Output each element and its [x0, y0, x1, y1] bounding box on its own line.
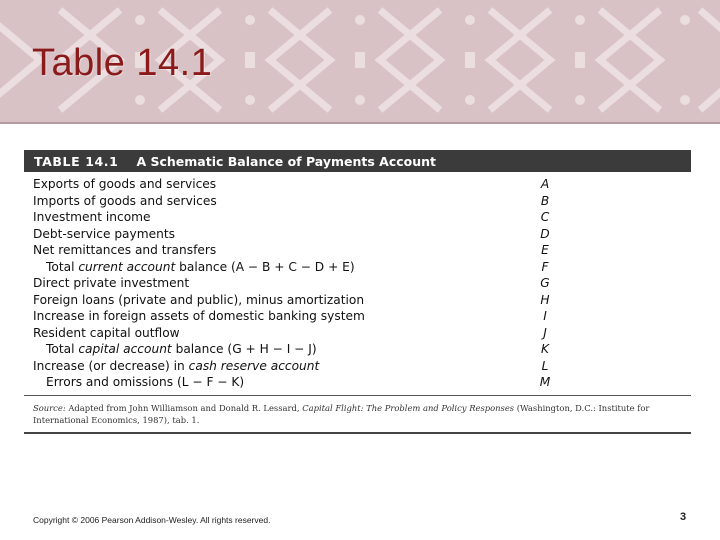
table-number: TABLE 14.1 — [34, 153, 119, 169]
table-bottom-rule — [24, 432, 691, 434]
slide-title: Table 14.1 — [32, 42, 213, 84]
row-label-italic: cash reserve account — [188, 358, 320, 373]
row-letter: M — [539, 375, 551, 389]
row-letter: L — [541, 358, 549, 373]
row-label: Foreign loans (private and public), minus amortization — [33, 292, 365, 307]
table-rows — [24, 172, 691, 391]
row-label: Net remittances and transfers — [33, 243, 217, 257]
source-book: Capital Flight: The Problem and Policy Responses — [302, 402, 515, 413]
row-label: Debt-service payments — [33, 226, 175, 241]
row-letter: F — [541, 259, 549, 274]
copyright-notice: Copyright © 2006 Pearson Addison-Wesley. All rights reserved. — [33, 515, 271, 525]
table-row — [24, 193, 691, 210]
row-label: Investment income — [33, 210, 151, 224]
row-letter: I — [543, 309, 547, 323]
table-source-note — [24, 396, 691, 430]
row-label: Increase in foreign assets of domestic banking system — [33, 309, 365, 323]
row-letter: K — [541, 342, 549, 356]
row-letter: E — [541, 243, 549, 257]
row-label: Exports of goods and services — [33, 177, 217, 191]
table-row-total — [24, 341, 691, 358]
row-label: Resident capital outflow — [33, 325, 180, 340]
source-label: Source: — [33, 402, 66, 413]
table-row — [24, 209, 691, 226]
table-header — [24, 150, 691, 172]
table-row — [24, 325, 691, 342]
table-row — [24, 358, 691, 375]
row-label-pre: Total — [46, 259, 79, 274]
row-letter: H — [540, 292, 550, 307]
table-row — [24, 226, 691, 243]
table-row — [24, 275, 691, 292]
table-row — [24, 292, 691, 309]
balance-of-payments-table — [24, 150, 691, 434]
row-label-italic: current account — [78, 259, 176, 274]
banner-divider — [0, 122, 720, 124]
title-banner — [0, 0, 720, 122]
source-rest: (Washington, D.C.: Institute for International Economics, 1987), tab. 1. — [33, 402, 650, 425]
row-label-pre: Total — [46, 342, 79, 356]
row-letter: B — [540, 193, 550, 208]
row-label: Imports of goods and services — [33, 193, 217, 208]
row-letter: C — [540, 210, 550, 224]
table-row — [24, 308, 691, 325]
row-letter: G — [540, 276, 550, 290]
row-label — [46, 342, 317, 356]
row-label — [33, 359, 319, 373]
source-text: Adapted from John Williamson and Donald R. Lessard, — [65, 402, 303, 413]
table-row — [24, 242, 691, 259]
row-label-post: balance (A − B + C − D + E) — [175, 259, 355, 274]
table-row — [24, 176, 691, 193]
row-label-post: balance (G + H − I − J) — [171, 342, 317, 356]
row-letter: A — [540, 177, 550, 191]
table-row-total — [24, 259, 691, 276]
row-letter: D — [540, 226, 550, 241]
row-label-pre: Increase (or decrease) in — [33, 358, 189, 373]
row-label — [46, 260, 355, 274]
row-label-italic: capital account — [78, 342, 172, 356]
row-letter: J — [543, 325, 547, 340]
row-label: Direct private investment — [33, 276, 190, 290]
row-label: Errors and omissions (L − F − K) — [46, 375, 245, 389]
table-title: A Schematic Balance of Payments Account — [136, 153, 437, 169]
page-number: 3 — [680, 511, 687, 523]
table-row — [24, 374, 691, 391]
